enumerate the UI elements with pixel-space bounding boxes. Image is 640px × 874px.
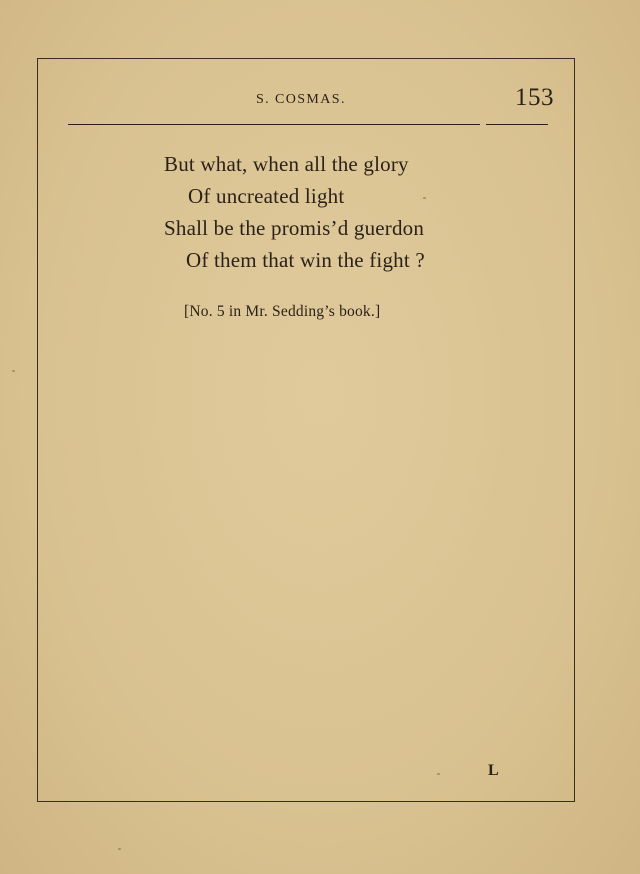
paper-speck (12, 370, 15, 372)
running-head (0, 84, 640, 118)
running-head-title: S. COSMAS. (256, 92, 346, 107)
signature-mark: L (488, 762, 500, 779)
verse-line-1: But what, when all the glory (164, 152, 409, 176)
paper-speck (118, 848, 121, 850)
verse-line-3: Shall be the promis’d guerdon (164, 216, 425, 240)
verse-line-2: Of uncreated light (188, 184, 345, 208)
page-number: 153 (515, 84, 554, 111)
paper-speck (437, 773, 440, 775)
source-note: [No. 5 in Mr. Sedding’s book.] (184, 303, 381, 320)
paper-speck (423, 197, 426, 199)
verse-line-4: Of them that win the fight ? (186, 248, 425, 272)
header-rule-right (486, 124, 548, 125)
header-rule-left (68, 124, 480, 125)
